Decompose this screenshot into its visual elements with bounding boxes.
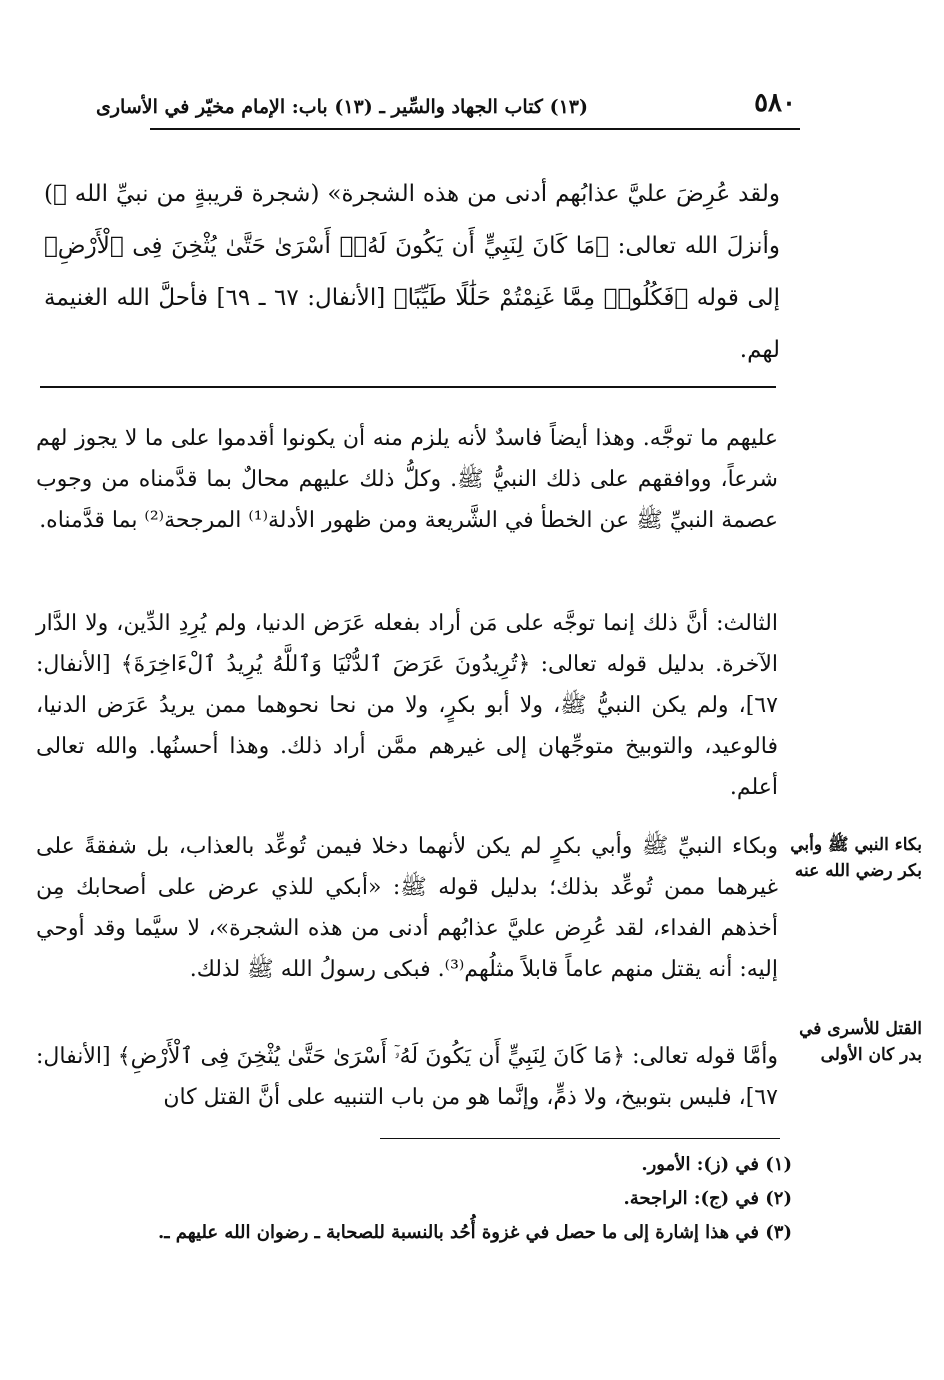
- paragraph-3: وبكاء النبيِّ ﷺ وأبي بكرٍ لم يكن لأنهما دخلا فيمن تُوعِّد بالعذاب، بل شفقةً على غيرهما ممن تُوعِّد بذلك؛ بدليل قوله ﷺ: «أبكي للذي عرض على أصحابك مِن أخذهم الفداء، لقد عُرِض عليَّ عذابُهم أدنى من هذه الشجرة»، لا سيَّما وقد أوحي إليه: أنه يقتل منهم عاماً قابلاً مثلُهم⁽³⁾. فبكى رسولُ الله ﷺ لذلك.: [36, 834, 778, 982]
- footnotes: [60, 1148, 792, 1250]
- footnote-divider: [380, 1138, 780, 1139]
- page-header: [95, 88, 800, 130]
- paragraph-2: الثالث: أنَّ ذلك إنما توجَّه على مَن أراد بفعله عَرَض الدنيا، ولم يُرِدِ الدِّين، ولا الدَّار الآخرة. بدليل قوله تعالى: ﴿تُرِيدُونَ عَرَضَ ٱلدُّنْيَا وَٱللَّهُ يُرِيدُ ٱلْءَاخِرَةَ﴾ [الأنفال: ٦٧]، ولم يكن النبيُّ ﷺ، ولا أبو بكرٍ، ولا من نحا نحوهما ممن يريدُ عَرَض الدنيا، فالوعيد، والتوبيخ متوجِّهان إلى غيرهم ممَّن أراد ذلك. وهذا أحسنُها. والله تعالى أعلم.: [36, 611, 778, 800]
- margin-note-weeping: بكاء النبي ﷺ وأبي بكر رضي الله عنه: [790, 835, 922, 881]
- footnote-3: (٣) في هذا إشارة إلى ما حصل في غزوة أُحُد بالنسبة للصحابة ـ رضوان الله عليهم ـ.: [157, 1222, 792, 1243]
- margin-note-captives: القتل للأسرى في بدر كان الأولى: [799, 1019, 922, 1065]
- page-number: ٥٨٠: [754, 88, 796, 118]
- section-divider: [40, 386, 776, 388]
- top-paragraph: ولقد عُرِضَ عليَّ عذابُهم أدنى من هذه الشجرة» (شجرة قريبةٍ من نبيِّ الله ﷺ) وأنزلَ الله تعالى: ﴿مَا كَانَ لِنَبِيٍّ أَن يَكُونَ لَهُۥٓ أَسْرَىٰ حَتَّىٰ يُثْخِنَ فِى ٱلْأَرْضِ﴾ إلى قوله ﴿فَكُلُوا۟ مِمَّا غَنِمْتُمْ حَلَٰلًا طَيِّبًا﴾ [الأنفال: ٦٧ ـ ٦٩] فأحلَّ الله الغنيمة لهم.: [44, 181, 781, 363]
- footnote-2: (٢) في (ج): الراجحة.: [623, 1188, 792, 1209]
- running-title: (١٣) كتاب الجهاد والسِّير ـ (١٣) باب: الإمام مخيّر في الأسارى: [95, 96, 588, 118]
- paragraph-1: عليهم ما توجَّه. وهذا أيضاً فاسدٌ لأنه يلزم منه أن يكونوا أقدموا على ما لا يجوز لهم شرعاً، ووافقهم على ذلك النبيُّ ﷺ. وكلُّ ذلك عليهم محالٌ بما قدَّمناه من وجوب عصمة النبيِّ ﷺ عن الخطأ في الشَّريعة ومن ظهور الأدلة⁽¹⁾ المرجحة⁽²⁾ بما قدَّمناه.: [36, 426, 778, 533]
- footnote-1: (١) في (ز): الأمور.: [641, 1154, 792, 1175]
- paragraph-4: وأمَّا قوله تعالى: ﴿مَا كَانَ لِنَبِيٍّ أَن يَكُونَ لَهُۥٓ أَسْرَىٰ حَتَّىٰ يُثْخِنَ فِى ٱلْأَرْضِ﴾ [الأنفال: ٦٧]، فليس بتوبيخ، ولا ذمٍّ، وإنَّما هو من باب التنبيه على أنَّ القتل كان: [36, 1044, 778, 1110]
